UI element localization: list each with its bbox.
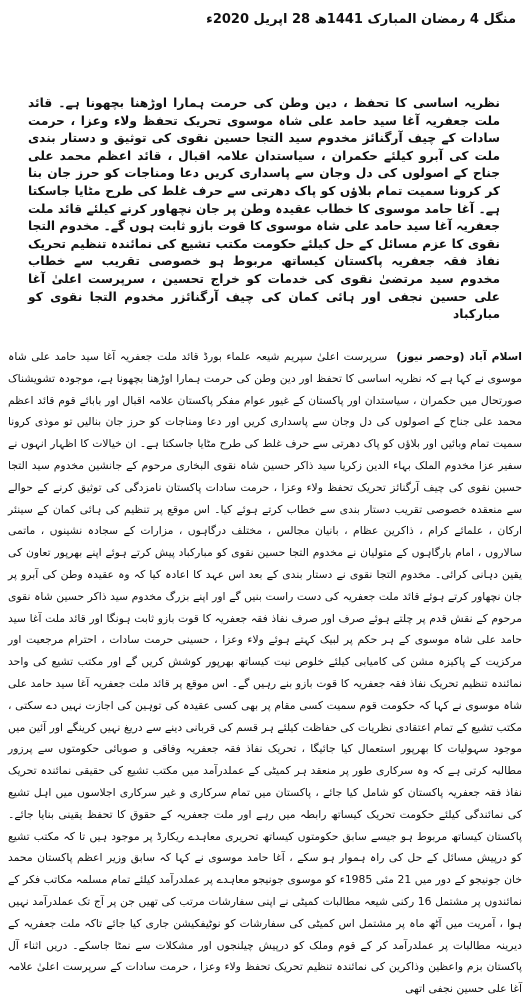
article-summary: نظریہ اساسی کا تحفظ ، دین وطن کی حرمت ہمارا اوڑھنا بچھونا ہے۔ قائد ملت جعفریہ آغا سید حامد علی شاہ موسوی تحریک تحفظ ولاء وعزا ، حرمت سادات کے چیف آرگنائز مخدوم سید التجا حسین نقوی کی توثیق و دستار بندی ملت کی آبرو کیلئے حکمران ، سیاستدان علامہ اقبال ، قائد اعظم محمد علی جناح کے اصولوں کی دل وجان سے پاسداری کریں دعا ومناجات کو حرز جان بنا کر کرونا سمیت تمام بلاؤں کو پاک دھرتی سے حرف غلط کی طرح مٹایا جاسکتا ہے۔ آغا حامد موسوی کا خطاب عقیدہ وطن پر جان نچھاور کرنے کیلئے قائد ملت جعفریہ آغا سید حامد علی شاہ موسوی کا قوت بازو ثابت ہوں گے۔ مخدوم التجا نقوی کا عزم مسائل کے حل کیلئے حکومت مکتب تشیع کی نمائندہ تنظیم تحریک نفاذ فقہ جعفریہ پاکستان کیساتھ مربوط ہو خصوصی تقریب سے خطاب مخدوم سید مرتضیٰ نقوی کی خدمات کو خراج تحسین ، سرپرست اعلیٰ آغا علی حسین نجفی اور ہائی کمان کی چیف آرگنائزر مخدوم التجا نقوی کو مبارکباد [28, 96, 500, 322]
article-text: سرپرست اعلیٰ سپریم شیعہ علماء بورڈ قائد ملت جعفریہ آغا سید حامد علی شاہ موسوی نے کہا ہے کہ نظریہ اساسی کا تحفظ اور دین وطن کی حرمت ہمارا اوڑھنا بچھونا ہے، موجودہ تشویشناک صورتحال میں حکمران ، سیاستدان اور پاکستان کے غیور عوام مفکر پاکستان علامہ اقبال اور بابائے قوم قائد اعظم محمد علی جناح کے اصولوں کی دل وجان سے پاسداری کریں اور دعا ومناجات کو حرز جان بنالیں تو موذی کرونا سمیت تمام وبائیں اور بلاؤں کو پاک دھرتی سے حرف غلط کی طرح مٹایا جاسکتا ہے۔ ان خیالات کا اظہار انہوں نے سفیر عزا مخدوم الملک بہاء الدین زکریا سید ذاکر حسین شاہ نقوی البخاری مرحوم کے جانشین مخدوم سید التجا حسین نقوی کی چیف آرگنائز تحریک تحفظ ولاء وعزا ، حرمت سادات پاکستان نامزدگی کی توثیق کرنے کے حوالے سے منعقدہ خصوصی تقریب دستار بندی سے خطاب کرتے ہوئے کیا۔ اس موقع پر تنظیم کی ہائی کمان کے سینئر ارکان ، علمائے کرام ، ذاکرین عظام ، بانیان مجالس ، مختلف درگاہوں ، مزارات کے سجادہ نشینوں ، ماتمی سالاروں ، امام بارگاہوں کے متولیان نے مخدوم التجا حسین نقوی کو مبارکباد پیش کرتے ہوئے اپنے بھرپور تعاون کی یقین دہانی کرائی۔ مخدوم التجا نقوی نے دستار بندی کے بعد اس عہد کا اعادہ کیا کہ وہ عقیدہ وطن کی آبرو پر جان نچھاور کرتے ہوئے قائد ملت جعفریہ کی دست راست بنیں گے اور اپنے بزرگ مخدوم سید ذاکر حسین شاہ نقوی مرحوم کے نقش قدم پر چلتے ہوئے صرف اور صرف نفاذ فقہ جعفریہ کا قوت بازو ثابت ہونگا اور قائد ملت آغا سید حامد علی شاہ موسوی کے ہر حکم پر لبیک کہتے ہوئے ولاء وعزا ، حسینی حرمت سادات ، احترام مرجعیت اور مرکزیت کے پاکیزہ مشن کی کامیابی کیلئے خلوص نیت کیساتھ بھرپور کوشش کریں گے اور مکتب تشیع کی واحد نمائندہ تنظیم تحریک نفاذ فقہ جعفریہ کا قوت بازو بنے رہیں گے۔ اس موقع پر قائد ملت جعفریہ آغا سید حامد علی شاہ موسوی نے کہا کہ حکومت قوم سمیت کسی مقام پر بھی کسی عقیدہ کی توہین کی اجازت نہیں دے سکتی ، مکتب تشیع کے تمام اعتقادی نظریات کی حفاظت کیلئے ہر قسم کی قربانی دینے سے دریغ نہیں کرینگے اور آئین میں موجود سہولیات کا بھرپور استعمال کیا جائیگا ، تحریک نفاذ فقہ جعفریہ وفاقی و صوبائی حکومتوں سے پرزور مطالبہ کرتی ہے کہ وہ سرکاری طور پر منعقد ہر کمیٹی کے عملدرآمد میں مکتب تشیع کی حقیقی نمائندہ تحریک نفاذ فقہ جعفریہ پاکستان کو شامل کیا جائے ، پاکستان میں تمام سرکاری و غیر سرکاری اجلاسوں میں اہل تشیع کی نمائندگی کیلئے حکومت تحریک کیساتھ رابطہ میں رہے اور ملت جعفریہ کے حقوق کا تحفظ یقینی بنایا جائے۔ پاکستان کیساتھ مربوط ہو جیسے سابق حکومتوں کیساتھ تحریری معاہدے ریکارڈ پر موجود ہیں تا کہ مکتب تشیع کو درپیش مسائل کے حل کی راہ ہموار ہو سکے ، آغا حامد موسوی نے کہا کہ سابق وزیر اعظم پاکستان محمد خان جونیجو کے دور میں 21 مئی 1985ء کو موسوی جونیجو معاہدے پر عملدرآمد کیلئے تمام مسلمہ مکاتب فکر کے نمائندوں پر مشتمل 16 رکنی شیعہ مطالبات کمیٹی نے اپنی سفارشات مرتب کی تھیں جن پر آج تک عملدرآمد نہیں ہوا ، آمریت میں آٹھ ماہ پر مشتمل اس کمیٹی کی سفارشات کو نوٹیفکیشن جاری کیا جائے تاکہ ملت جعفریہ کے دیرینہ مطالبات پر عملدرآمد کر کے قوم وملک کو درپیش چیلنجوں اور مشکلات سے نمٹا جاسکے۔ دریں اثناء آل پاکستان بزم واعظین وذاکرین کی نمائندہ تنظیم تحریک تحفظ ولاء وعزا ، حرمت سادات کے سرپرست اعلیٰ علامہ آغا علی حسین نجفی اتھی [8, 350, 522, 996]
article-place: اسلام آباد (وحصر نیوز) [396, 350, 522, 363]
dateline: منگل 4 رمضان المبارک 1441ھ 28 اپریل 2020ء [206, 12, 516, 27]
article-body [8, 346, 522, 1000]
